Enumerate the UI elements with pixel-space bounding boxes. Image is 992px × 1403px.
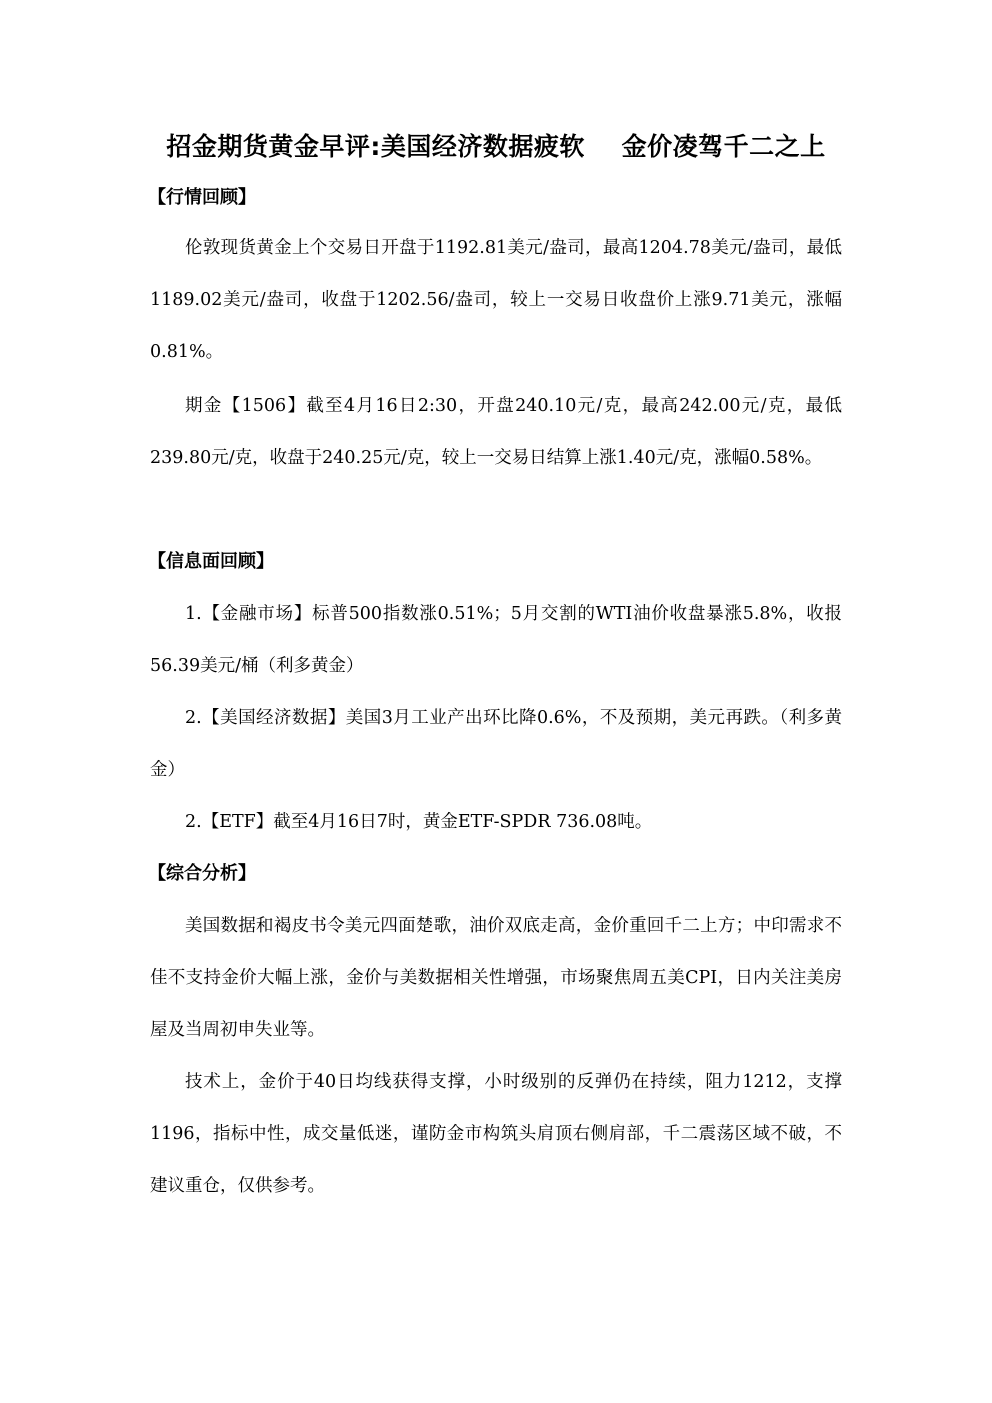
paragraph-technical-analysis: 技术上，金价于40日均线获得支撑，小时级别的反弹仍在持续，阻力1212，支撑1196，指标中性，成交量低迷，谨防金市构筑头肩顶右侧肩部，千二震荡区域不破，不建议重仓，仅供参考。	[150, 1072, 842, 1196]
paragraph-financial-markets: 1.【金融市场】标普500指数涨0.51%；5月交割的WTI油价收盘暴涨5.8%，收报56.39美元/桶（利多黄金）	[150, 604, 842, 676]
section-heading-market-review: 【行情回顾】	[148, 187, 256, 208]
paragraph-fundamental-analysis: 美国数据和褐皮书令美元四面楚歌，油价双底走高，金价重回千二上方；中印需求不佳不支持金价大幅上涨，金价与美数据相关性增强，市场聚焦周五美CPI，日内关注美房屋及当周初申失业等。	[150, 916, 842, 1040]
document-title: 招金期货黄金早评:美国经济数据疲软 金价凌驾千二之上	[166, 132, 826, 161]
paragraph-gold-futures: 期金【1506】截至4月16日2:30，开盘240.10元/克，最高242.00元/克，最低239.80元/克，收盘于240.25元/克，较上一交易日结算上涨1.40元/克，涨幅0.58%。	[150, 396, 842, 468]
paragraph-us-economic-data: 2.【美国经济数据】美国3月工业产出环比降0.6%，不及预期，美元再跌。（利多黄金）	[150, 708, 842, 780]
section-heading-news-review: 【信息面回顾】	[148, 551, 274, 572]
paragraph-spot-gold: 伦敦现货黄金上个交易日开盘于1192.81美元/盎司，最高1204.78美元/盎司，最低1189.02美元/盎司，收盘于1202.56/盎司，较上一交易日收盘价上涨9.71美元，涨幅0.81%。	[150, 238, 842, 362]
section-heading-analysis: 【综合分析】	[148, 863, 256, 884]
paragraph-etf: 2.【ETF】截至4月16日7时，黄金ETF-SPDR 736.08吨。	[185, 812, 653, 832]
